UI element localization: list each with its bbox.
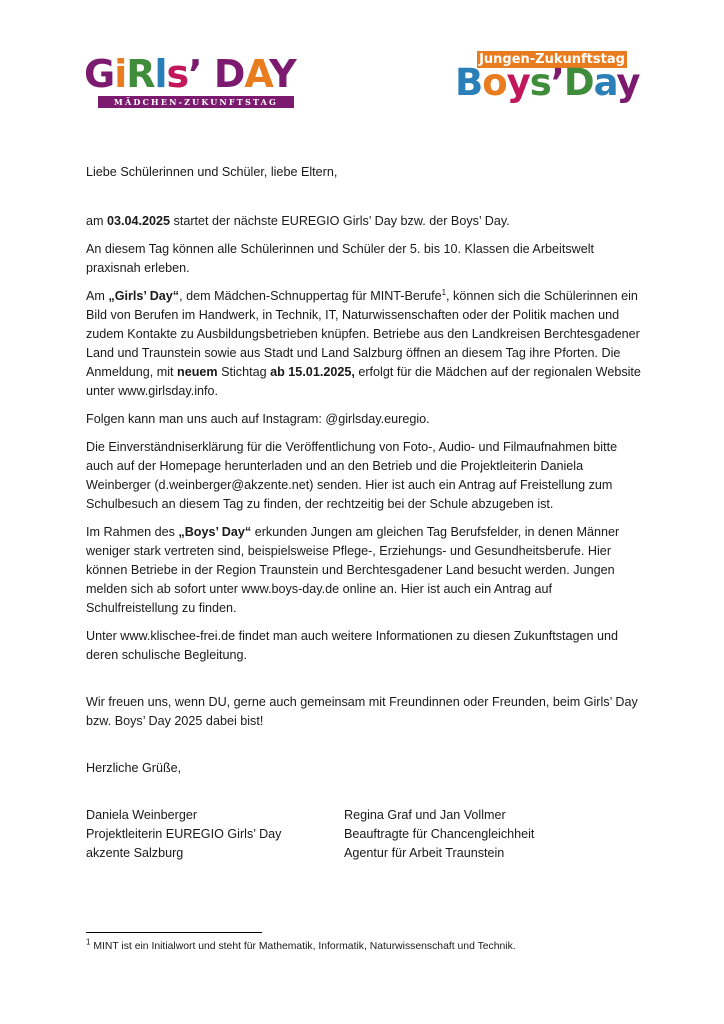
paragraph-klischee-frei: Unter www.klischee-frei.de findet man auch weitere Informationen zu diesen Zukunftstagen und deren schulische Begleitung. xyxy=(86,629,619,662)
girls-logo-letter: A xyxy=(244,52,270,96)
paragraph-instagram: Folgen kann man uns auch auf Instagram: @girlsday.euregio. xyxy=(86,412,430,426)
girls-logo-letter: l xyxy=(154,52,167,96)
boys-logo-letter: y xyxy=(506,61,530,104)
boys-logo-letter: o xyxy=(482,61,507,104)
salutation: Liebe Schülerinnen und Schüler, liebe Eltern, xyxy=(86,165,338,179)
boys-logo-letter: s xyxy=(529,61,551,104)
signature-left xyxy=(86,806,344,863)
girls-day-logo-wordmark xyxy=(84,50,296,98)
girls-day-logo xyxy=(84,52,320,110)
boys-logo-letter: B xyxy=(455,61,483,104)
girls-day-logo-tagline: MÄDCHEN-ZUKUNFTSTAG xyxy=(98,96,294,108)
girls-logo-letter: s xyxy=(166,52,189,96)
signer-role: Projektleiterin EUREGIO Girls’ Day xyxy=(86,827,282,841)
signer-org: akzente Salzburg xyxy=(86,846,184,860)
paragraph-boys-day: Im Rahmen des „Boys’ Day“ erkunden Jungen am gleichen Tag Berufsfelder, in denen Männer weniger stark vertreten sind, beispielsweise Pflege-, Erziehungs- und Gesundheitsberufe. Hier können Betriebe in der Region Traunstein und Berchtesgadener Land besucht werden. Jungen melden sich ab sofort unter www.boys-day.de online an. Hier ist auch ein Antrag auf Schulfreistellung zu finden. xyxy=(86,525,620,615)
girls-logo-letter: G xyxy=(84,52,115,96)
signature-right xyxy=(344,806,602,863)
paragraph-girls-day: Am „Girls’ Day“, dem Mädchen-Schnuppertag für MINT-Berufe$^1$, können sich die Schülerinnen ein Bild von Berufen im Handwerk, in Technik, IT, Naturwissenschaften oder der Politik machen und zudem Kontakte zu Ausbildungsbetrieben knüpfen. Betriebe aus den Landkreisen Berchtesgadener Land und Traunstein sowie aus Stadt und Land Salzburg öffnen an diesem Tag ihre Pforten. Die Anmeldung, mit neuem Stichtag ab 15.01.2025, erfolgt für die Mädchen auf der regionalen Website unter www.girlsday.info. xyxy=(86,287,641,398)
girls-logo-letter: ’ xyxy=(188,52,202,96)
paragraph-audience: An diesem Tag können alle Schülerinnen und Schüler der 5. bis 10. Klassen die Arbeitswelt praxisnah erleben. xyxy=(86,242,595,275)
boys-day-logo xyxy=(455,51,640,107)
boys-day-term: „Boys’ Day“ xyxy=(178,525,252,539)
footnote-ref[interactable]: 1 xyxy=(441,287,447,297)
girls-logo-letter: i xyxy=(114,52,127,96)
paragraph-closing: Wir freuen uns, wenn DU, gerne auch gemeinsam mit Freundinnen oder Freunden, beim Girls’ Day bzw. Boys’ Day 2025 dabei bist! xyxy=(86,695,638,728)
footnote xyxy=(86,937,666,954)
signature-block xyxy=(86,806,646,863)
footnote-number: 1 xyxy=(86,937,91,947)
paragraph-consent: Die Einverständniserklärung für die Veröffentlichung von Foto-, Audio- und Filmaufnahmen bitte auch auf der Homepage herunterladen und an den Betrieb und die Projektleiterin Daniela Weinberger (d.weinberger@akzente.net) senden. Hier ist auch ein Antrag auf Freistellung zum Schulbesuch an diesem Tag zu finden, der rechtzeitig bei der Schule abzugeben ist. xyxy=(86,440,618,511)
girls-logo-letter xyxy=(202,52,214,96)
new-highlight: neuem xyxy=(177,365,218,379)
signer-role: Beauftragte für Chancengleichheit xyxy=(344,827,535,841)
greeting: Herzliche Grüße, xyxy=(86,761,182,775)
event-date: 03.04.2025 xyxy=(107,214,171,228)
girls-logo-letter: D xyxy=(213,52,245,96)
signer-org: Agentur für Arbeit Traunstein xyxy=(344,846,505,860)
boys-logo-letter: ’ xyxy=(550,61,564,104)
boys-logo-letter: a xyxy=(593,61,617,104)
boys-day-logo-tagline: Jungen-Zukunftstag xyxy=(477,51,627,68)
signer-name: Daniela Weinberger xyxy=(86,808,198,822)
footnote-divider xyxy=(86,932,262,933)
signer-name: Regina Graf und Jan Vollmer xyxy=(344,808,506,822)
boys-logo-letter: D xyxy=(563,61,594,104)
footnote-text: MINT ist ein Initialwort und steht für Mathematik, Informatik, Naturwissenschaft und Technik. xyxy=(90,941,516,952)
deadline-date: ab 15.01.2025, xyxy=(270,365,355,379)
boys-logo-letter: y xyxy=(616,61,640,104)
letter-body xyxy=(86,163,646,863)
boys-day-logo-wordmark xyxy=(455,61,640,105)
girls-logo-letter: Y xyxy=(269,52,296,96)
girls-logo-letter: R xyxy=(126,52,155,96)
girls-day-term: „Girls’ Day“ xyxy=(108,289,180,303)
paragraph-date: am 03.04.2025 startet der nächste EUREGIO Girls’ Day bzw. der Boys’ Day. xyxy=(86,214,510,228)
